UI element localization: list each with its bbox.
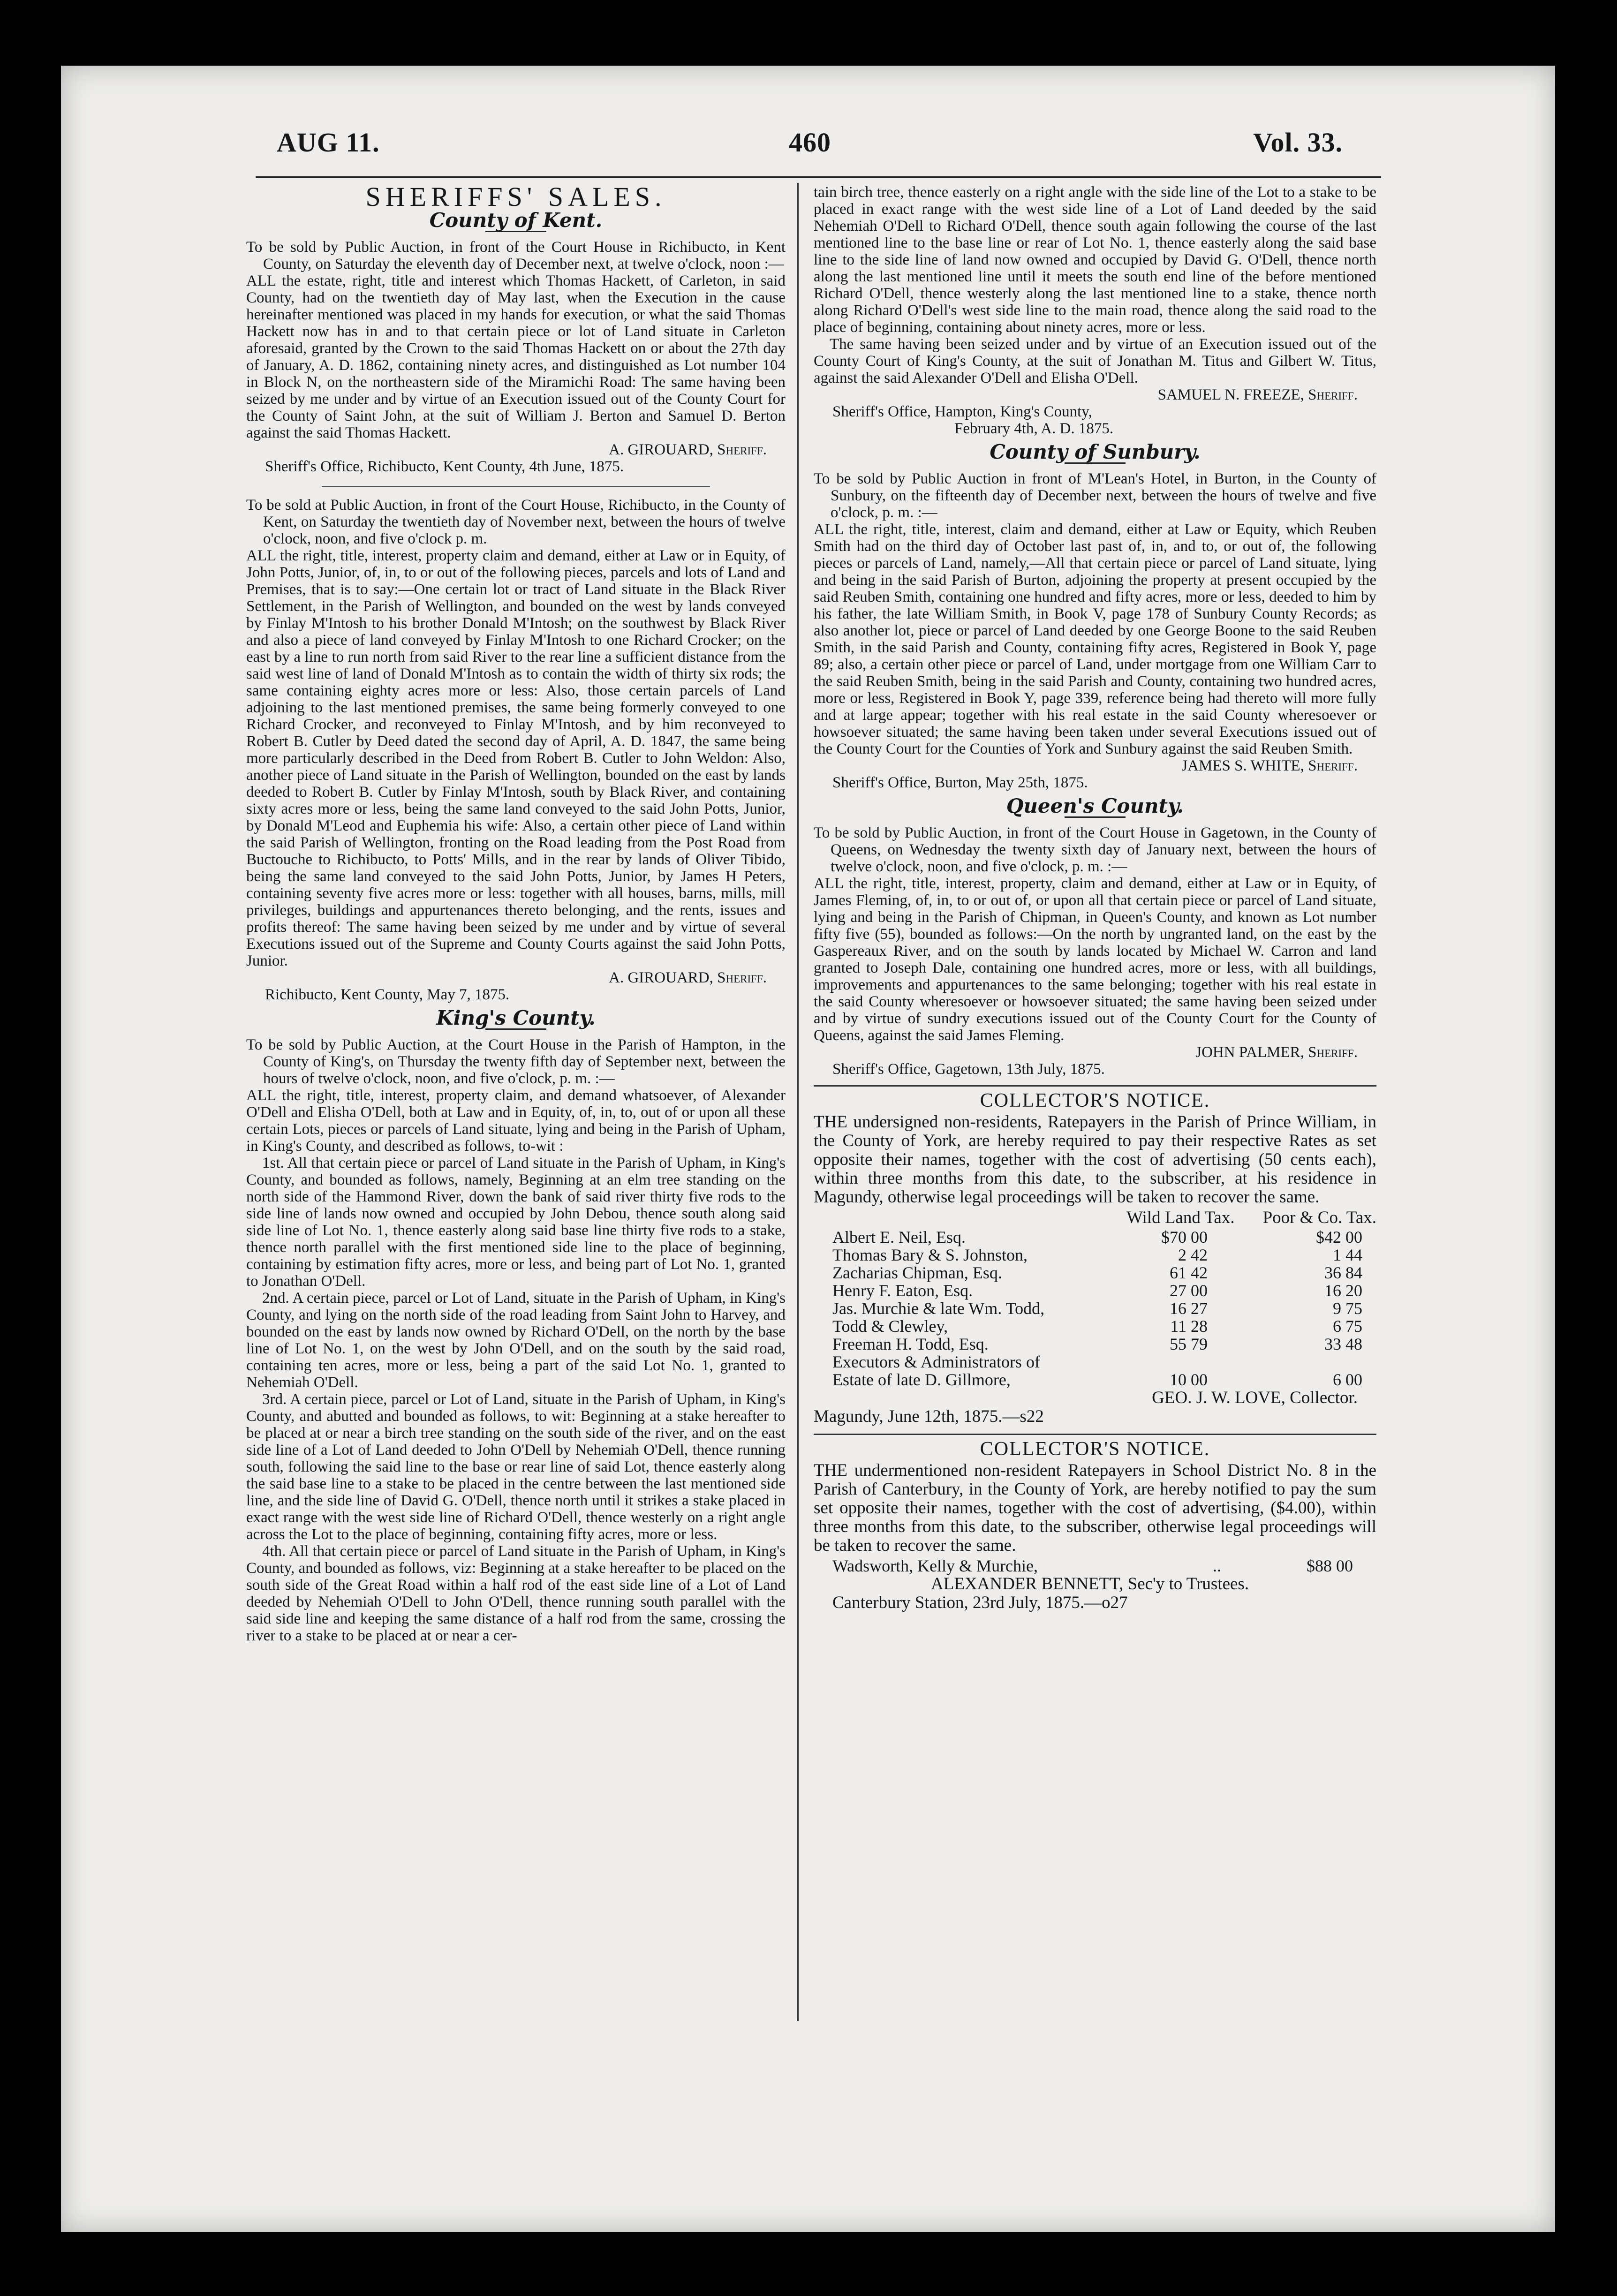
page-number: 460 (789, 127, 831, 158)
collector-date-2: Canterbury Station, 23rd July, 1875.—o27 (832, 1593, 1128, 1612)
kings-office: Sheriff's Office, Hampton, King's County, (832, 403, 1092, 420)
tax-row-executors-line1: Executors & Administrators of (832, 1352, 1040, 1371)
kings-parcel-1: 1st. All that certain piece or parcel of Land situate in the Parish of Upham, in King's County, and bounded as follows, namely, Beginning at an elm tree standing on the north side of the Hammond River, down the bank of said river thirty five rods to the side line of lands now owned and occupied by John Debou, thence south along said side line of Lot No. 1, thence easterly along said base line thirty five rods to a stake, thence north parallel with the first mentioned side line to the place of beginning, containing by estimation fifty acres, more or less, and being part of Lot No. 1, granted to Jonathan O'Dell. (246, 1155, 786, 1290)
kings-signature: SAMUEL N. FREEZE, Sheriff. (1157, 386, 1358, 403)
section-heading-kings: King's County. (246, 1010, 786, 1030)
section-heading-queens: Queen's County. (814, 798, 1376, 818)
collector-notice-heading-2: COLLECTOR'S NOTICE. (980, 1438, 1210, 1460)
tax-row-poor: 36 84 (1324, 1263, 1362, 1282)
tax-row-wild: 27 00 (1170, 1281, 1208, 1300)
tax-row-poor: 1 44 (1333, 1246, 1362, 1264)
tax-row-name: Todd & Clewley, (832, 1317, 948, 1336)
header-rule (256, 176, 1381, 178)
kent2-intro: To be sold at Public Auction, in front of the Court House, Richibucto, in the County of Kent, on Saturday the twentieth day of November next, between the hours of twelve o'clock, noon, and five o'clock p. m. (246, 497, 786, 547)
collector-signature-1: GEO. J. W. LOVE, Collector. (1152, 1388, 1358, 1407)
column-divider (797, 183, 799, 2021)
kent2-signature: A. GIROUARD, Sheriff. (609, 969, 767, 986)
kings-parcel-4: 4th. All that certain piece or parcel of Land situate in the Parish of Upham, in King's County, and bounded as follows, viz: Beginning at a stake hereafter to be placed on the south side of the Great Road within a half rod of the east side line of a Lot of Land deeded by Nehemiah O'Dell to John O'Dell, thence running south parallel with the said side line and keeping the same distance of a half rod from the same, crossing the river to a stake to be placed at or near a cer- (246, 1543, 786, 1644)
tax-row (814, 1317, 1376, 1335)
tax-row-wild: 11 28 (1170, 1317, 1208, 1336)
sunbury-office: Sheriff's Office, Burton, May 25th, 1875. (832, 774, 1088, 791)
queens-intro: To be sold by Public Auction, in front of the Court House in Gagetown, in the County of Queens, on Wednesday the twenty sixth day of January next, between the hours of twelve o'clock, noon, and five o'clock, p. m. :— (814, 824, 1376, 875)
tax-row-name: Albert E. Neil, Esq. (832, 1228, 966, 1246)
notice2-row (814, 1557, 1376, 1575)
section-heading-kent: County of Kent. (246, 212, 786, 232)
volume-number: Vol. 33. (1253, 127, 1343, 158)
queens-body: ALL the right, title, interest, property, claim and demand, either at Law or in Equity, of James Fleming, of, in, to or out of, or upon all that certain piece or parcel of Land situate, lying and being in the Parish of Chipman, in Queen's County, and known as Lot number fifty five (55), bounded as follows:—On the north by ungranted land, on the east by the Gaspereaux River, and on the south by lands located by Michael W. Carron and land granted to Joseph Dale, containing one hundred acres, more or less, with all buildings, improvements and appurtenances to the same belonging; together with his real estate in the said County wheresoever or howsoever situated; the same having been seized under and by virtue of sundry executions issued out of the County Court for the County of Queens, against the said James Fleming. (814, 875, 1376, 1044)
kings-intro: To be sold by Public Auction, at the Court House in the Parish of Hampton, in the County of King's, on Thursday the twenty fifth day of September next, between the hours of twelve o'clock, noon, and five o'clock, p. m. :— (246, 1036, 786, 1087)
kings-body: ALL the right, title, interest, property claim, and demand whatsoever, of Alexander O'Dell and Elisha O'Dell, both at Law and in Equity, of, in, to, out of or upon all these certain Lots, pieces or parcels of Land situate, lying and being in the Parish of Upham, in King's County, and described as follows, to-wit : (246, 1087, 786, 1155)
right-column (814, 184, 1376, 1612)
tax-row (814, 1246, 1376, 1264)
tax-row-executors (814, 1371, 1376, 1389)
tax-row-wild: 55 79 (1170, 1335, 1208, 1353)
tax-row (814, 1228, 1376, 1246)
kings-parcel-3: 3rd. A certain piece, parcel or Lot of Land, situate in the Parish of Upham, in King's County, and abutted and bounded as follows, to wit: Beginning at a stake hereafter to be placed at or near a birch tree standing on the south side of the river, and on the east side line of a Lot of Land deeded to John O'Dell by Nehemiah O'Dell, thence running south, following the said line to the base or rear line of said Lot, thence easterly along the said base line to a stake to be placed in the centre between the last mentioned side line, and the side line of David G. O'Dell, thence north until it strikes a stake placed in exact range with the west side line of Richard O'Dell, thence westerly on a right angle across the Lot to the place of beginning, containing fifty acres, more or less. (246, 1391, 786, 1543)
tax-row-poor: $42 00 (1316, 1228, 1362, 1246)
tax-row-poor: 6 75 (1333, 1317, 1362, 1336)
collector-date-1: Magundy, June 12th, 1875.—s22 (814, 1407, 1044, 1426)
section-heading-sunbury: County of Sunbury. (814, 444, 1376, 464)
tax-row-name: Estate of late D. Gillmore, (832, 1370, 1011, 1389)
queens-signature: JOHN PALMER, Sheriff. (1195, 1044, 1358, 1061)
collector-notice-body-2: THE undermentioned non-resident Ratepayers in School District No. 8 in the Parish of Canterbury, in the County of York, are hereby notified to pay the sum set opposite their names, together with the cost of advertising, ($4.00), within three months from this date, to the subscriber, otherwise legal proceedings will be taken to recover the same. (814, 1461, 1376, 1555)
tax-row-name: Freeman H. Todd, Esq. (832, 1335, 989, 1353)
kent1-signature: A. GIROUARD, Sheriff. (609, 441, 767, 458)
tax-row (814, 1299, 1376, 1317)
notice-rule (814, 1085, 1376, 1087)
kings-parcel-2: 2nd. A certain piece, parcel or Lot of Land, situate in the Parish of Upham, in King's County, and lying on the north side of the road leading from Saint John to Harvey, and bounded on the east by lands now owned by Richard O'Dell, on the north by the base line of Lot No. 1, on the west by John O'Dell, and on the south by the said road, containing ten acres, more or less, being a part of the said Lot No. 1, granted to Nehemiah O'Dell. (246, 1290, 786, 1391)
tax-row-wild: 16 27 (1170, 1299, 1208, 1318)
kent1-body: ALL the estate, right, title and interest which Thomas Hackett, of Carleton, in said County, had on the twentieth day of May last, when the Execution in the cause hereinafter mentioned was placed in my hands for execution, or what the said Thomas Hackett now has in and to that certain piece or lot of Land situate in Carleton aforesaid, granted by the Crown to the said Thomas Hackett on or about the 27th day of January, A. D. 1862, containing ninety acres, and distinguished as Lot number 104 in Block N, on the northeastern side of the Miramichi Road: The same having been seized by me under and by virtue of an Execution issued out of the County Court for the County of Saint John, at the suit of William J. Berton and Samuel D. Berton against the said Thomas Hackett. (246, 272, 786, 441)
kent2-body: ALL the right, title, interest, property claim and demand, either at Law or in Equity, of John Potts, Junior, of, in, to or out of the following pieces, parcels and lots of Land and Premises, that is to say:—One certain lot or tract of Land situate in the Black River Settlement, in the Parish of Wellington, and bounded on the west by lands conveyed by Finlay M'Intosh to his brother Donald M'Intosh; on the southwest by Black River and also a piece of land conveyed by Finlay M'Intosh to one Richard Crocker; on the east by a line to run north from said River to the rear line a sufficient distance from the said west line of land of Donald M'Intosh as to contain the width of thirty six rods; the same containing eighty acres more or less: Also, those certain parcels of Land adjoining to the last mentioned premises, the same being formerly conveyed to one Richard Crocker, and reconveyed to Finlay M'Intosh, and by him reconveyed to Robert B. Cutler by Deed dated the second day of April, A. D. 1847, the same being more particularly described in the Deed from Robert B. Cutler to John Weldon: Also, another piece of Land situate in the Parish of Wellington, bounded on the east by lands deeded to Robert B. Cutler by Finlay M'Intosh, south by Black River, and containing sixty acres more or less, being the same land conveyed to the said John Potts, Junior, by Donald M'Leod and Euphemia his wife: Also, a certain other piece of Land within the said Parish of Wellington, fronting on the Road leading from the Post Road from Buctouche to Richibucto, to Potts' Mills, and in the rear by lands of Oliver Tibido, being the same land conveyed to the said John Potts, Junior, by James H Peters, containing seventy five acres more or less: together with all houses, barns, mills, mill privileges, buildings and appurtenances thereto belonging, and the rents, issues and profits thereof: The same having been seized by me under and by virtue of several Executions issued out of the Supreme and County Courts against the said John Potts, Junior. (246, 547, 786, 969)
collector-notice-heading-1: COLLECTOR'S NOTICE. (980, 1090, 1210, 1111)
kings-date: February 4th, A. D. 1875. (954, 420, 1114, 437)
tax-row-poor: 9 75 (1333, 1299, 1362, 1318)
kent1-office: Sheriff's Office, Richibucto, Kent County, 4th June, 1875. (265, 458, 624, 475)
kent2-office: Richibucto, Kent County, May 7, 1875. (265, 986, 510, 1003)
tax-row-poor: 33 48 (1324, 1335, 1362, 1353)
sunbury-signature: JAMES S. WHITE, Sheriff. (1181, 757, 1358, 774)
tax-row-wild: $70 00 (1161, 1228, 1208, 1246)
sunbury-body: ALL the right, title, interest, claim and demand, either at Law or Equity, which Reuben Smith had on the third day of October last past of, in, and to, or out of, the following pieces or parcels of Land, namely,—All that certain piece or parcel of Land situate, lying and being in the said Parish of Burton, adjoining the property at present occupied by the said Reuben Smith, containing one hundred and fifty acres, more or less, deeded to him by his father, the late William Smith, in Book V, page 178 of Sunbury County Records; as also another lot, piece or parcel of Land deeded by one George Boone to the said Reuben Smith, in the said Parish and County, containing fifty acres, Registered in Book Y, page 89; also, a certain other piece or parcel of Land, under mortgage from one William Carr to the said Reuben Smith, being in the said Parish and County, containing two hundred acres, more or less, Registered in Book Y, page 339, reference being had thereto will more fully and at large appear; together with his real estate in the said County wheresoever or howsoever situated; the same having been taken under several Executions issued out of the County Court for the Counties of York and Sunbury against the said Reuben Smith. (814, 521, 1376, 757)
notice2-row-amount: $88 00 (1307, 1556, 1353, 1575)
tax-row (814, 1335, 1376, 1353)
tax-table-header (814, 1209, 1376, 1226)
tax-row-name: Jas. Murchie & late Wm. Todd, (832, 1299, 1045, 1318)
tax-row-wild: 10 00 (1170, 1370, 1208, 1389)
kent1-intro: To be sold by Public Auction, in front of the Court House in Richibucto, in Kent County, on Saturday the eleventh day of December next, at twelve o'clock, noon :— (246, 239, 786, 272)
queens-office: Sheriff's Office, Gagetown, 13th July, 1875. (832, 1061, 1105, 1078)
tax-row-poor: 16 20 (1324, 1281, 1362, 1300)
collector-notice-body-1: THE undersigned non-residents, Ratepayers in the Parish of Prince William, in the County of York, are hereby required to pay their respective Rates as set opposite their names, together with the cost of advertising (50 cents each), within three months from this date, to the subscriber, at his residence in Magundy, otherwise legal proceedings will be taken to recover the same. (814, 1112, 1376, 1207)
sunbury-intro: To be sold by Public Auction in front of M'Lean's Hotel, in Burton, in the County of Sunbury, on the fifteenth day of December next, between the hours of twelve and five o'clock, p. m. :— (814, 470, 1376, 521)
kings-continuation: tain birch tree, thence easterly on a right angle with the side line of the Lot to a stake to be placed in exact range with the west side line of a Lot of Land deeded by the said Nehemiah O'Dell to Richard O'Dell, thence south again following the course of the last mentioned line to the base line or rear of Lot No. 1, thence easterly along the said base line to the side line of land now owned and occupied by David G. O'Dell, thence north along the last mentioned line until it meets the south end line of the before mentioned Richard O'Dell, thence westerly along the last mentioned line to a stake, thence north along Richard O'Dell's west side line to the main road, thence along the said road to the place of beginning, containing about ninety acres, more or less. (814, 184, 1376, 336)
tax-table (814, 1228, 1376, 1353)
tax-row-wild: 2 42 (1178, 1246, 1208, 1264)
kings-seized: The same having been seized under and by virtue of an Execution issued out of the County Court of King's County, at the suit of Jonathan M. Titus and Gilbert W. Titus, against the said Alexander O'Dell and Elisha O'Dell. (814, 336, 1376, 386)
separator (322, 486, 710, 487)
wild-land-tax-header: Wild Land Tax. (1126, 1208, 1235, 1227)
left-column (246, 181, 786, 1644)
poor-co-tax-header: Poor & Co. Tax. (1262, 1208, 1376, 1227)
tax-row-name: Thomas Bary & S. Johnston, (832, 1246, 1028, 1264)
tax-row-poor: 6 00 (1333, 1370, 1362, 1389)
issue-date: AUG 11. (277, 127, 380, 158)
notice-rule (814, 1434, 1376, 1435)
tax-row-name: Zacharias Chipman, Esq. (832, 1263, 1002, 1282)
tax-row (814, 1282, 1376, 1299)
tax-row (814, 1264, 1376, 1282)
notice2-row-name: Wadsworth, Kelly & Murchie, (832, 1556, 1038, 1575)
page-title: SHERIFFS' SALES. (365, 181, 666, 212)
collector-signature-2: ALEXANDER BENNETT, Sec'y to Trustees. (931, 1574, 1249, 1594)
tax-row-name: Henry F. Eaton, Esq. (832, 1281, 973, 1300)
tax-row-wild: 61 42 (1170, 1263, 1208, 1282)
notice2-row-dots: .. (1213, 1556, 1221, 1575)
